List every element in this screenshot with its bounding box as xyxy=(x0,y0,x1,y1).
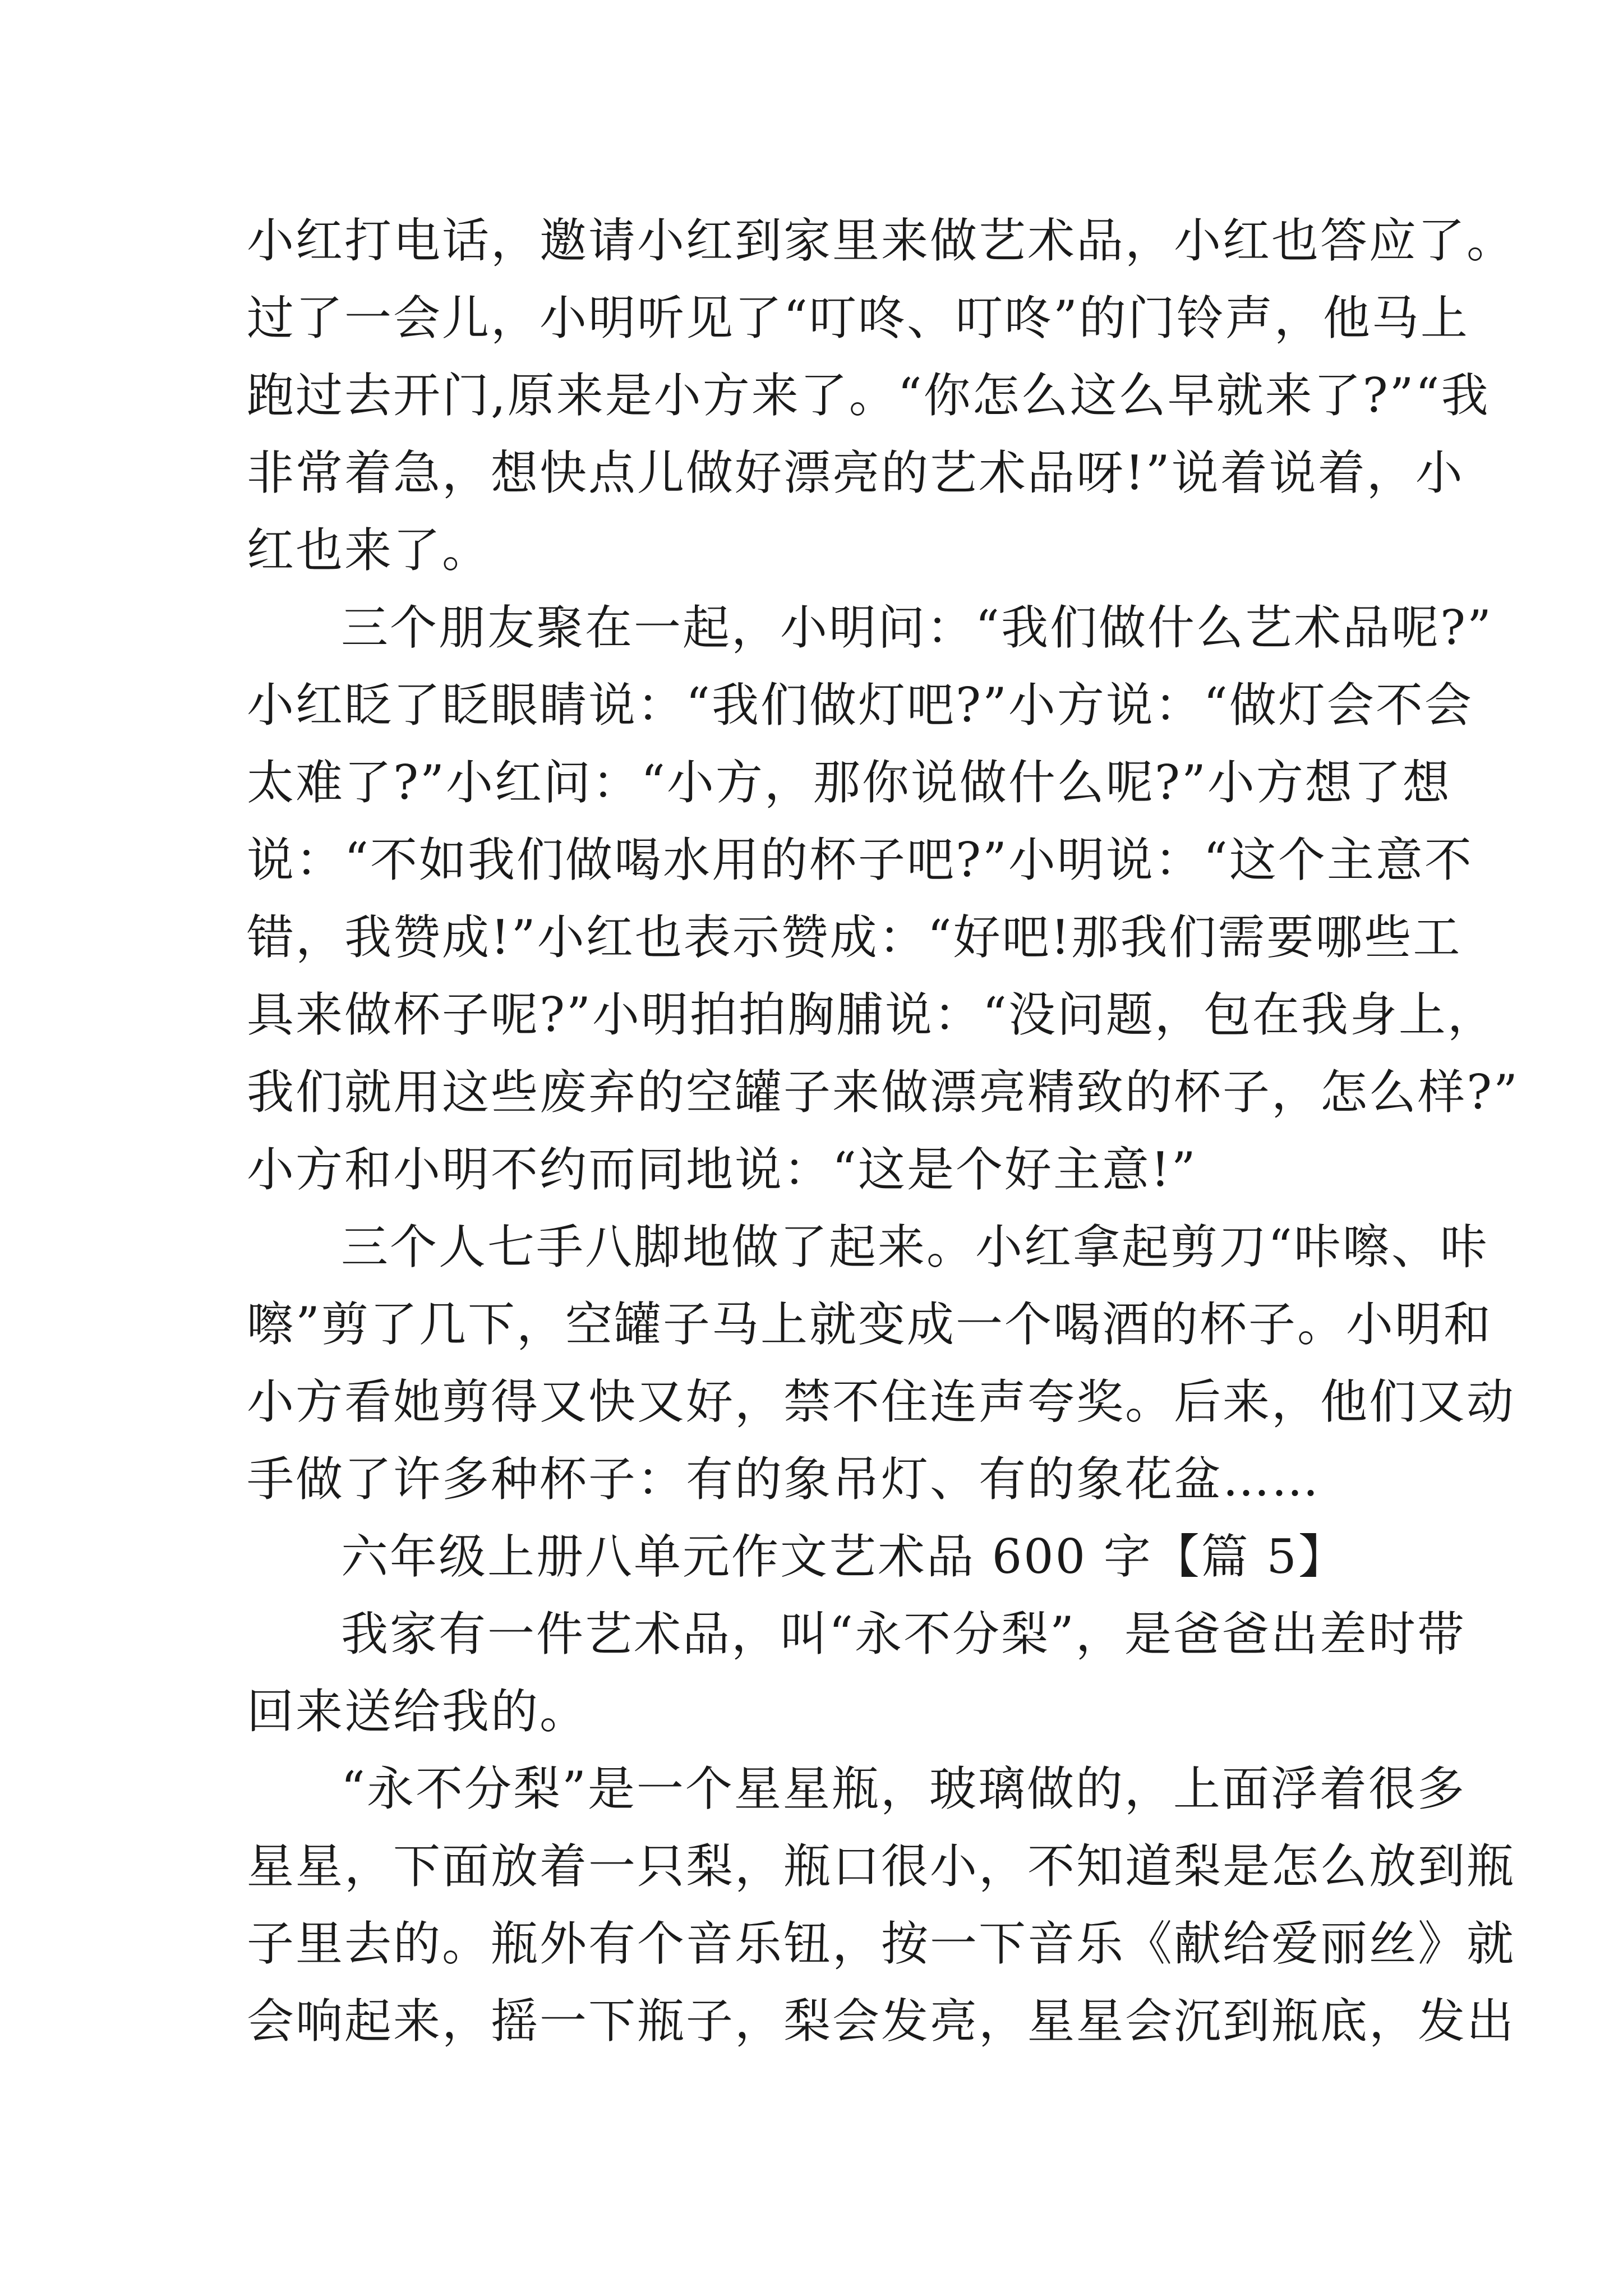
text-line: 非常着急，想快点儿做好漂亮的艺术品呀!”说着说着，小 xyxy=(247,445,1464,500)
text-line: 跑过去开门,原来是小方来了。“你怎么这么早就来了?”“我 xyxy=(247,368,1490,423)
text-line: 子里去的。瓶外有个音乐钮，按一下音乐《献给爱丽丝》就 xyxy=(247,1916,1516,1971)
text-line: 太难了?”小红问：“小方，那你说做什么呢?”小方想了想 xyxy=(247,755,1451,810)
section-heading: 六年级上册八单元作文艺术品 600 字【篇 5】 xyxy=(341,1529,1347,1584)
text-line: 嚓”剪了几下，空罐子马上就变成一个喝酒的杯子。小明和 xyxy=(247,1297,1492,1352)
text-line: 我们就用这些废弃的空罐子来做漂亮精致的杯子，怎么样?” xyxy=(247,1065,1519,1120)
text-line: 星星，下面放着一只梨，瓶口很小，不知道梨是怎么放到瓶 xyxy=(247,1839,1516,1894)
text-line: 错，我赞成!”小红也表示赞成：“好吧!那我们需要哪些工 xyxy=(247,910,1462,965)
text-line: 手做了许多种杯子：有的象吊灯、有的象花盆…… xyxy=(247,1452,1321,1507)
text-line: 红也来了。 xyxy=(247,523,491,578)
text-line: 小方看她剪得又快又好，禁不住连声夸奖。后来，他们又动 xyxy=(247,1374,1516,1429)
text-line: 回来送给我的。 xyxy=(247,1684,589,1739)
paragraph-start-line: “永不分梨”是一个星星瓶，玻璃做的，上面浮着很多 xyxy=(341,1761,1466,1816)
text-line: 小方和小明不约而同地说：“这是个好主意!” xyxy=(247,1142,1197,1197)
text-line: 小红打电话，邀请小红到家里来做艺术品，小红也答应了。 xyxy=(247,213,1516,268)
paragraph-start-line: 三个朋友聚在一起，小明问：“我们做什么艺术品呢?” xyxy=(341,600,1493,655)
text-line: 过了一会儿，小明听见了“叮咚、叮咚”的门铃声，他马上 xyxy=(247,291,1469,346)
text-line: 说：“不如我们做喝水用的杯子吧?”小明说：“这个主意不 xyxy=(247,832,1473,887)
paragraph-start-line: 三个人七手八脚地做了起来。小红拿起剪刀“咔嚓、咔 xyxy=(341,1220,1489,1274)
paragraph-start-line: 我家有一件艺术品，叫“永不分梨”，是爸爸出差时带 xyxy=(341,1607,1466,1662)
text-line: 会响起来，摇一下瓶子，梨会发亮，星星会沉到瓶底，发出 xyxy=(247,1994,1516,2049)
document-body xyxy=(247,202,1519,2060)
text-line: 具来做杯子呢?”小明拍拍胸脯说：“没问题，包在我身上， xyxy=(247,987,1496,1042)
text-line: 小红眨了眨眼睛说：“我们做灯吧?”小方说：“做灯会不会 xyxy=(247,678,1473,733)
